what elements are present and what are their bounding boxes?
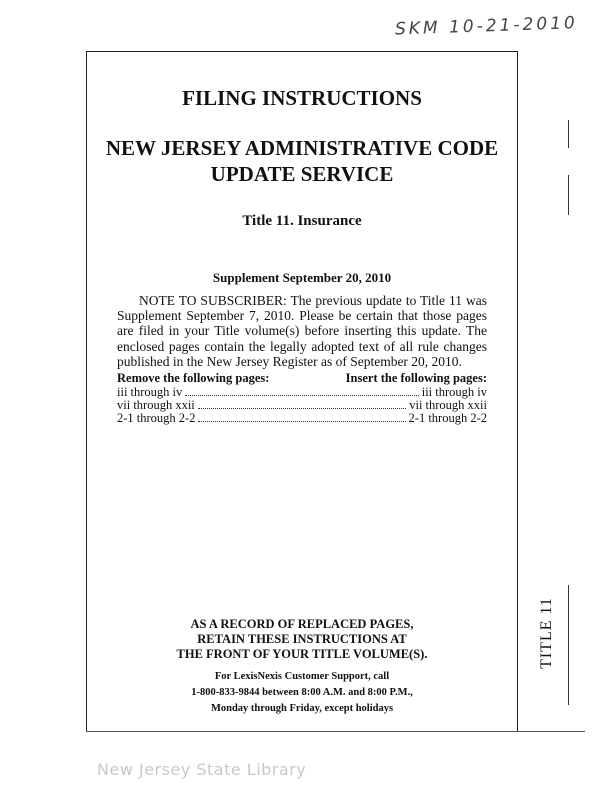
- record-notice-line-1: AS A RECORD OF REPLACED PAGES,: [190, 617, 414, 631]
- customer-support-info: [86, 669, 518, 717]
- dot-leader: [198, 412, 405, 422]
- edge-tick-mark: [568, 120, 569, 148]
- pages-table-header: [117, 371, 487, 386]
- pages-table: [117, 371, 487, 425]
- subtitle-line-1: NEW JERSEY ADMINISTRATIVE CODE: [105, 136, 499, 160]
- title-tab-label: TITLE 11: [538, 597, 555, 669]
- note-to-subscriber: NOTE TO SUBSCRIBER: The previous update to Title 11 was Supplement September 7, 2010. Please be certain that those pages are filed in your Title volume(s) before inserting this update. The enclosed pages contain the legally adopted text of all rule changes published in the New Jersey Register as of September 20, 2010.: [117, 293, 487, 369]
- record-notice-line-3: THE FRONT OF YOUR TITLE VOLUME(S).: [176, 647, 428, 661]
- insert-cell: 2-1 through 2-2: [408, 411, 487, 425]
- supplement-heading: Supplement September 20, 2010: [212, 270, 392, 285]
- table-row: [117, 412, 487, 425]
- remove-cell: 2-1 through 2-2: [117, 411, 196, 425]
- remove-cell: iii through iv: [117, 385, 183, 399]
- document-title: FILING INSTRUCTIONS: [182, 86, 422, 110]
- handwritten-note: SKM 10-21-2010: [394, 13, 579, 40]
- library-stamp: New Jersey State Library: [97, 760, 307, 779]
- support-days: Monday through Friday, except holidays: [210, 703, 394, 714]
- subtitle-line-2: UPDATE SERVICE: [210, 162, 394, 186]
- edge-tick-mark: [568, 585, 569, 705]
- support-line-1: For LexisNexis Customer Support, call: [214, 671, 390, 682]
- dot-leader: [198, 399, 406, 409]
- subject-heading: Title 11. Insurance: [242, 213, 362, 229]
- document-subtitle: [86, 135, 518, 187]
- dot-leader: [185, 386, 418, 396]
- insert-cell: vii through xxii: [409, 398, 487, 412]
- insert-cell: iii through iv: [421, 385, 487, 399]
- record-notice-line-2: RETAIN THESE INSTRUCTIONS AT: [197, 632, 407, 646]
- remove-cell: vii through xxii: [117, 398, 195, 412]
- edge-tick-mark: [568, 175, 569, 215]
- page-frame-bottom-rule: [86, 731, 585, 732]
- remove-pages-header: Remove the following pages:: [117, 371, 270, 385]
- insert-pages-header: Insert the following pages:: [345, 371, 487, 385]
- support-phone-hours: 1-800-833-9844 between 8:00 A.M. and 8:00 P.M.,: [191, 687, 413, 698]
- record-notice: [86, 617, 518, 662]
